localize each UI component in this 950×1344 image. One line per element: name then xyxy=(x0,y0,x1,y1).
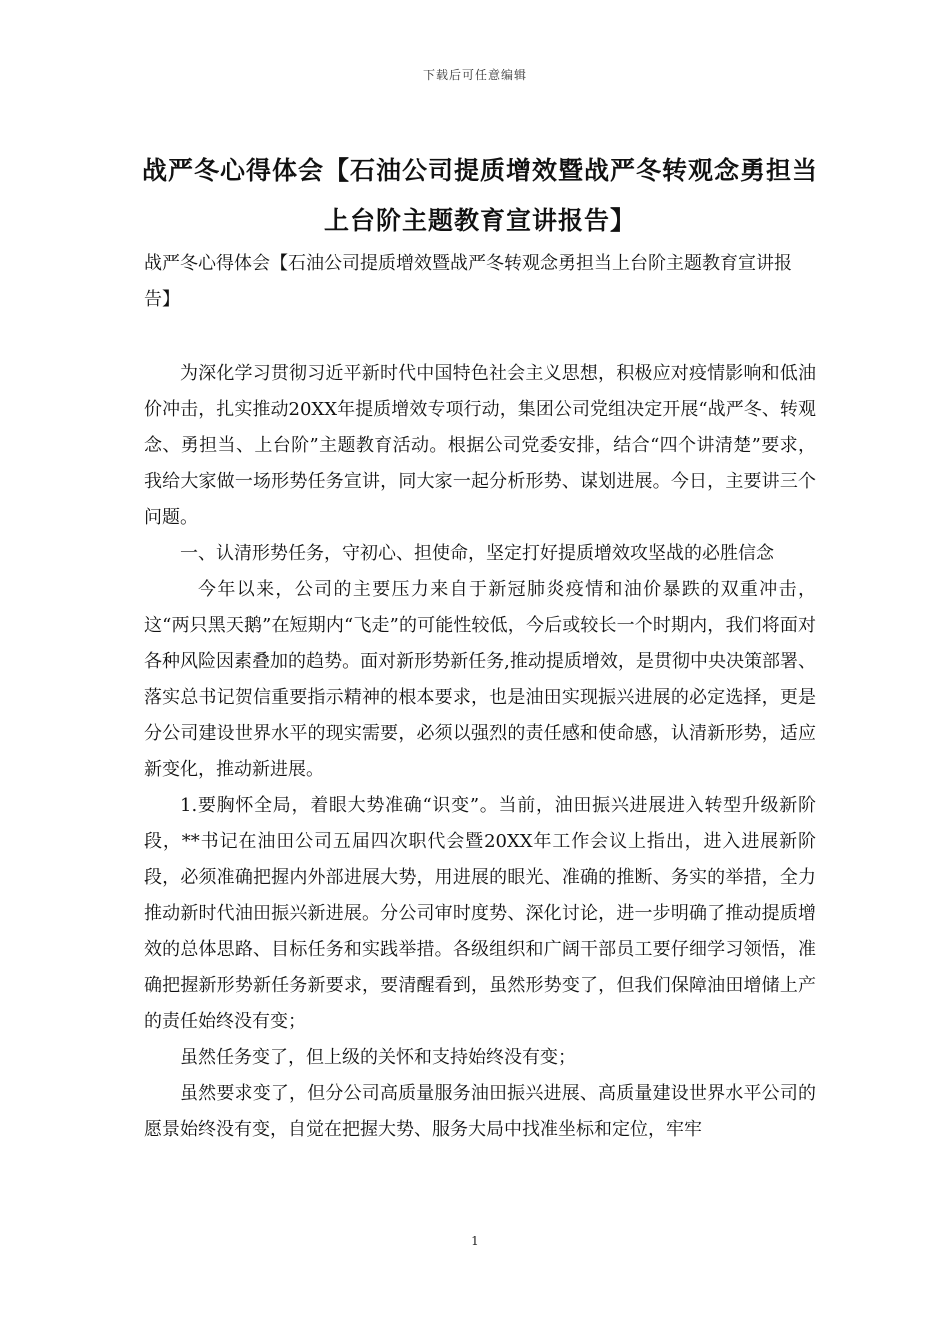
document-subtitle: 战严冬心得体会【石油公司提质增效暨战严冬转观念勇担当上台阶主题教育宣讲报告】 xyxy=(144,253,792,310)
paragraph-task: 虽然任务变了，但上级的关怀和支持始终没有变； xyxy=(180,1047,576,1068)
document-body xyxy=(144,356,816,1148)
page-number: 1 xyxy=(471,1234,479,1248)
section-heading-1: 一、认清形势任务，守初心、担使命，坚定打好提质增效攻坚战的必胜信念 xyxy=(180,543,774,564)
paragraph-intro: 为深化学习贯彻习近平新时代中国特色社会主义思想，积极应对疫情影响和低油价冲击，扎实推动20XX年提质增效专项行动，集团公司党组决定开展“战严冬、转观念、勇担当、上台阶”主题教育活动。根据公司党委安排，结合“四个讲清楚”要求，我给大家做一场形势任务宣讲，同大家一起分析形势、谋划进展。今日，主要讲三个问题。 xyxy=(144,363,816,528)
document-title: 战严冬心得体会【石油公司提质增效暨战严冬转观念勇担当上台阶主题教育宣讲报告】 xyxy=(141,156,818,235)
paragraph-situation: 今年以来，公司的主要压力来自于新冠肺炎疫情和油价暴跌的双重冲击，这“两只黑天鹅”在短期内“飞走”的可能性较低，今后或较长一个时期内，我们将面对各种风险因素叠加的趋势。面对新形势新任务,推动提质增效，是贯彻中央决策部署、落实总书记贺信重要指示精神的根本要求，也是油田实现振兴进展的必定选择，更是分公司建设世界水平的现实需要，必须以强烈的责任感和使命感，认清新形势，适应新变化，推动新进展。 xyxy=(144,579,816,780)
paragraph-requirement: 虽然要求变了，但分公司高质量服务油田振兴进展、高质量建设世界水平公司的愿景始终没有变，自觉在把握大势、服务大局中找准坐标和定位，牢牢 xyxy=(144,1083,816,1140)
paragraph-point-1: 1.要胸怀全局，着眼大势准确“识变”。当前，油田振兴进展进入转型升级新阶段，**书记在油田公司五届四次职代会暨20XX年工作会议上指出，进入进展新阶段，必须准确把握内外部进展大势，用进展的眼光、准确的推断、务实的举措，全力推动新时代油田振兴新进展。分公司审时度势、深化讨论，进一步明确了推动提质增效的总体思路、目标任务和实践举措。各级组织和广阔干部员工要仔细学习领悟，准确把握新形势新任务新要求，要清醒看到，虽然形势变了，但我们保障油田增储上产的责任始终没有变； xyxy=(144,795,816,1032)
header-note: 下载后可任意编辑 xyxy=(422,68,527,82)
